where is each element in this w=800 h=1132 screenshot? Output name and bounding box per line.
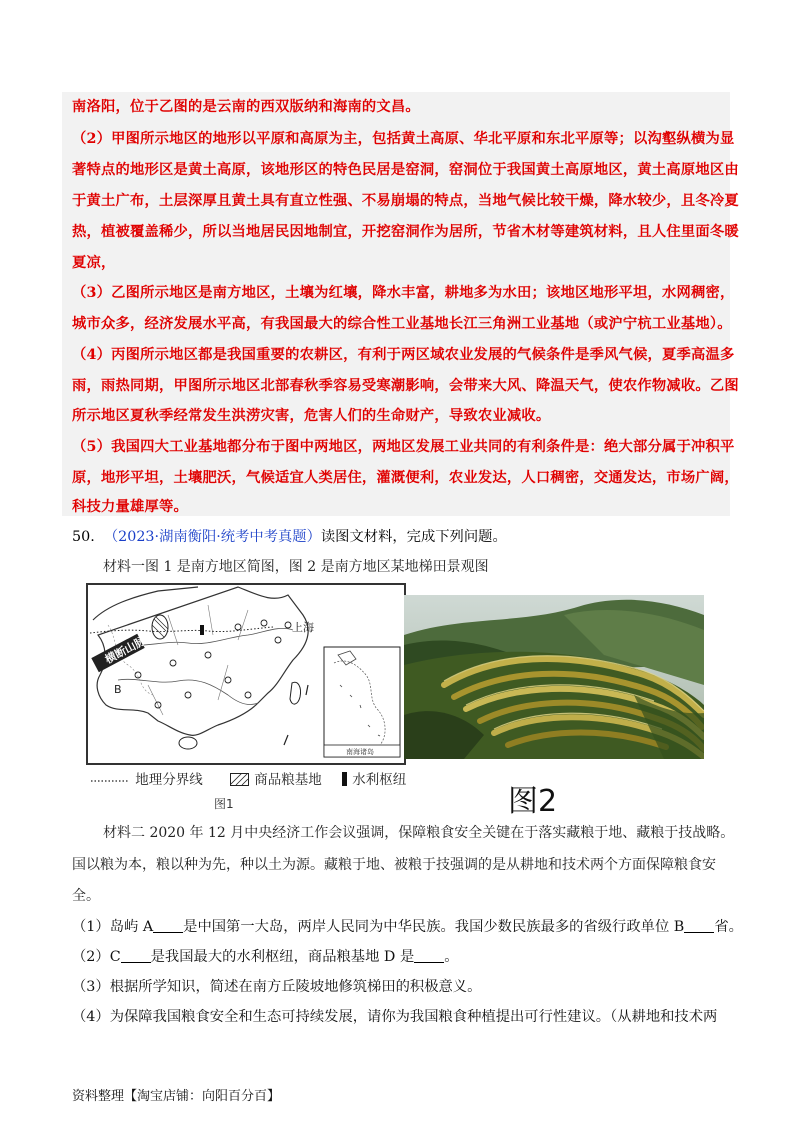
page-footer: 资料整理【淘宝店铺：向阳百分百】 — [72, 1089, 281, 1104]
question-source-link[interactable]: （2023·湖南衡阳·统考中考真题） — [103, 529, 321, 545]
answer-line: 原，地形平坦，土壤肥沃，气候适宜人类居住，灌溉便利，农业发达，人口稠密，交通发达，市场广阔， — [72, 470, 739, 486]
q2-part-c: 。 — [444, 949, 459, 965]
q1-part-b: 是中国第一大岛，两岸人民同为中华民族。我国少数民族最多的省级行政单位 B — [183, 919, 685, 935]
answer-blank[interactable] — [121, 948, 151, 963]
answer-line: 城市众多，经济发展水平高，有我国最大的综合性工业基地长江三角洲工业基地（或沪宁杭工业基地）。 — [72, 316, 732, 332]
question-header — [72, 526, 507, 546]
dotted-line-icon — [91, 774, 131, 790]
answer-line: 雨，雨热同期，甲图所示地区北部春秋季容易受寒潮影响，会带来大风、降温天气，使农作物减收。乙图 — [72, 378, 739, 394]
legend-boundary — [91, 768, 203, 790]
q2-part-a: （2）C — [72, 949, 121, 965]
hydro-hub-icon — [342, 772, 348, 790]
answer-line: （2）甲图所示地区的地形以平原和高原为主，包括黄土高原、华北平原和东北平原等；以沟壑纵横为显 — [72, 131, 735, 147]
q1-part-c: 省。 — [714, 919, 743, 935]
q1-part-a: （1）岛屿 A — [72, 919, 154, 935]
sub-question-4: （4）为保障我国粮食安全和生态可持续发展，请你为我国粮食种植提出可行性建议。（从耕地和技术两 — [72, 1009, 718, 1025]
sub-question-3: （3）根据所学知识，简述在南方丘陵坡地修筑梯田的积极意义。 — [72, 979, 482, 995]
legend-boundary-label: 地理分界线 — [135, 772, 203, 788]
answer-line: （5）我国四大工业基地都分布于图中两地区，两地区发展工业共同的有利条件是：绝大部分属于冲积平 — [72, 439, 735, 455]
answer-line: 南洛阳，位于乙图的是云南的西双版纳和海南的文昌。 — [72, 99, 420, 115]
sub-question-2 — [72, 946, 459, 966]
answer-line: （4）丙图所示地区都是我国重要的农耕区，有利于两区域农业发展的气候条件是季风气候，夏季高温多 — [72, 347, 735, 363]
map-label-shanghai: 上海 — [292, 621, 314, 634]
answer-line: 热，植被覆盖稀少，所以当地居民因地制宜，开挖窑洞作为居所，节省木材等建筑材料，且人住里面冬暖 — [72, 224, 739, 240]
figure2-caption: 图2 — [508, 784, 558, 819]
legend-grain-base — [230, 768, 322, 790]
answer-line: （3）乙图所示地区是南方地区，土壤为红壤，降水丰富，耕地多为水田；该地区地形平坦，水网稠密， — [72, 285, 735, 301]
question-number: 50. — [72, 529, 95, 545]
material-two-line: 国以粮为本，粮以种为先，种以土为源。藏粮于地、被粮于技强调的是从耕地和技术两个方面保障粮食安 — [72, 857, 716, 873]
answer-blank[interactable] — [153, 918, 183, 933]
answer-line: 于黄土广布，土层深厚且黄土具有直立性强、不易崩塌的特点，当地气候比较干燥，降水较少，且冬冷夏 — [72, 193, 739, 209]
map-label-hengduan: 横断山脉 — [102, 634, 148, 667]
sub-question-1 — [72, 916, 743, 936]
material-two-line: 全。 — [72, 888, 100, 904]
figure1-map — [86, 583, 406, 765]
legend-grain-label: 商品粮基地 — [254, 772, 322, 788]
terrace-image — [404, 595, 704, 759]
figure1-caption: 图1 — [214, 797, 234, 811]
map-inset-label: 南海诸岛 — [346, 748, 374, 756]
material-two-line: 材料二 2020 年 12 月中央经济工作会议强调，保障粮食安全关键在于落实藏粮于地、藏粮于技战略。 — [103, 825, 735, 841]
legend-hydro-label: 水利枢纽 — [352, 772, 407, 788]
legend-hydro — [342, 768, 406, 790]
south-china-map — [88, 585, 404, 763]
answer-line: 夏凉， — [72, 255, 116, 271]
answer-line: 科技力量雄厚等。 — [72, 499, 188, 515]
answer-line: 著特点的地形区是黄土高原，该地形区的特色民居是窑洞，窑洞位于我国黄土高原地区，黄土高原地区由 — [72, 162, 739, 178]
answer-blank[interactable] — [684, 918, 714, 933]
material-one: 材料一图 1 是南方地区简图，图 2 是南方地区某地梯田景观图 — [103, 559, 489, 575]
figure2-terrace-photo — [404, 595, 704, 759]
answer-line: 所示地区夏秋季经常发生洪涝灾害，危害人们的生命财产，导致农业减收。 — [72, 408, 551, 424]
q2-part-b: 是我国最大的水利枢纽，商品粮基地 D 是 — [150, 949, 415, 965]
question-prompt: 读图文材料，完成下列问题。 — [320, 529, 507, 545]
map-label-b: B — [114, 683, 122, 696]
answer-blank[interactable] — [414, 948, 444, 963]
hatched-area-icon — [230, 773, 250, 790]
